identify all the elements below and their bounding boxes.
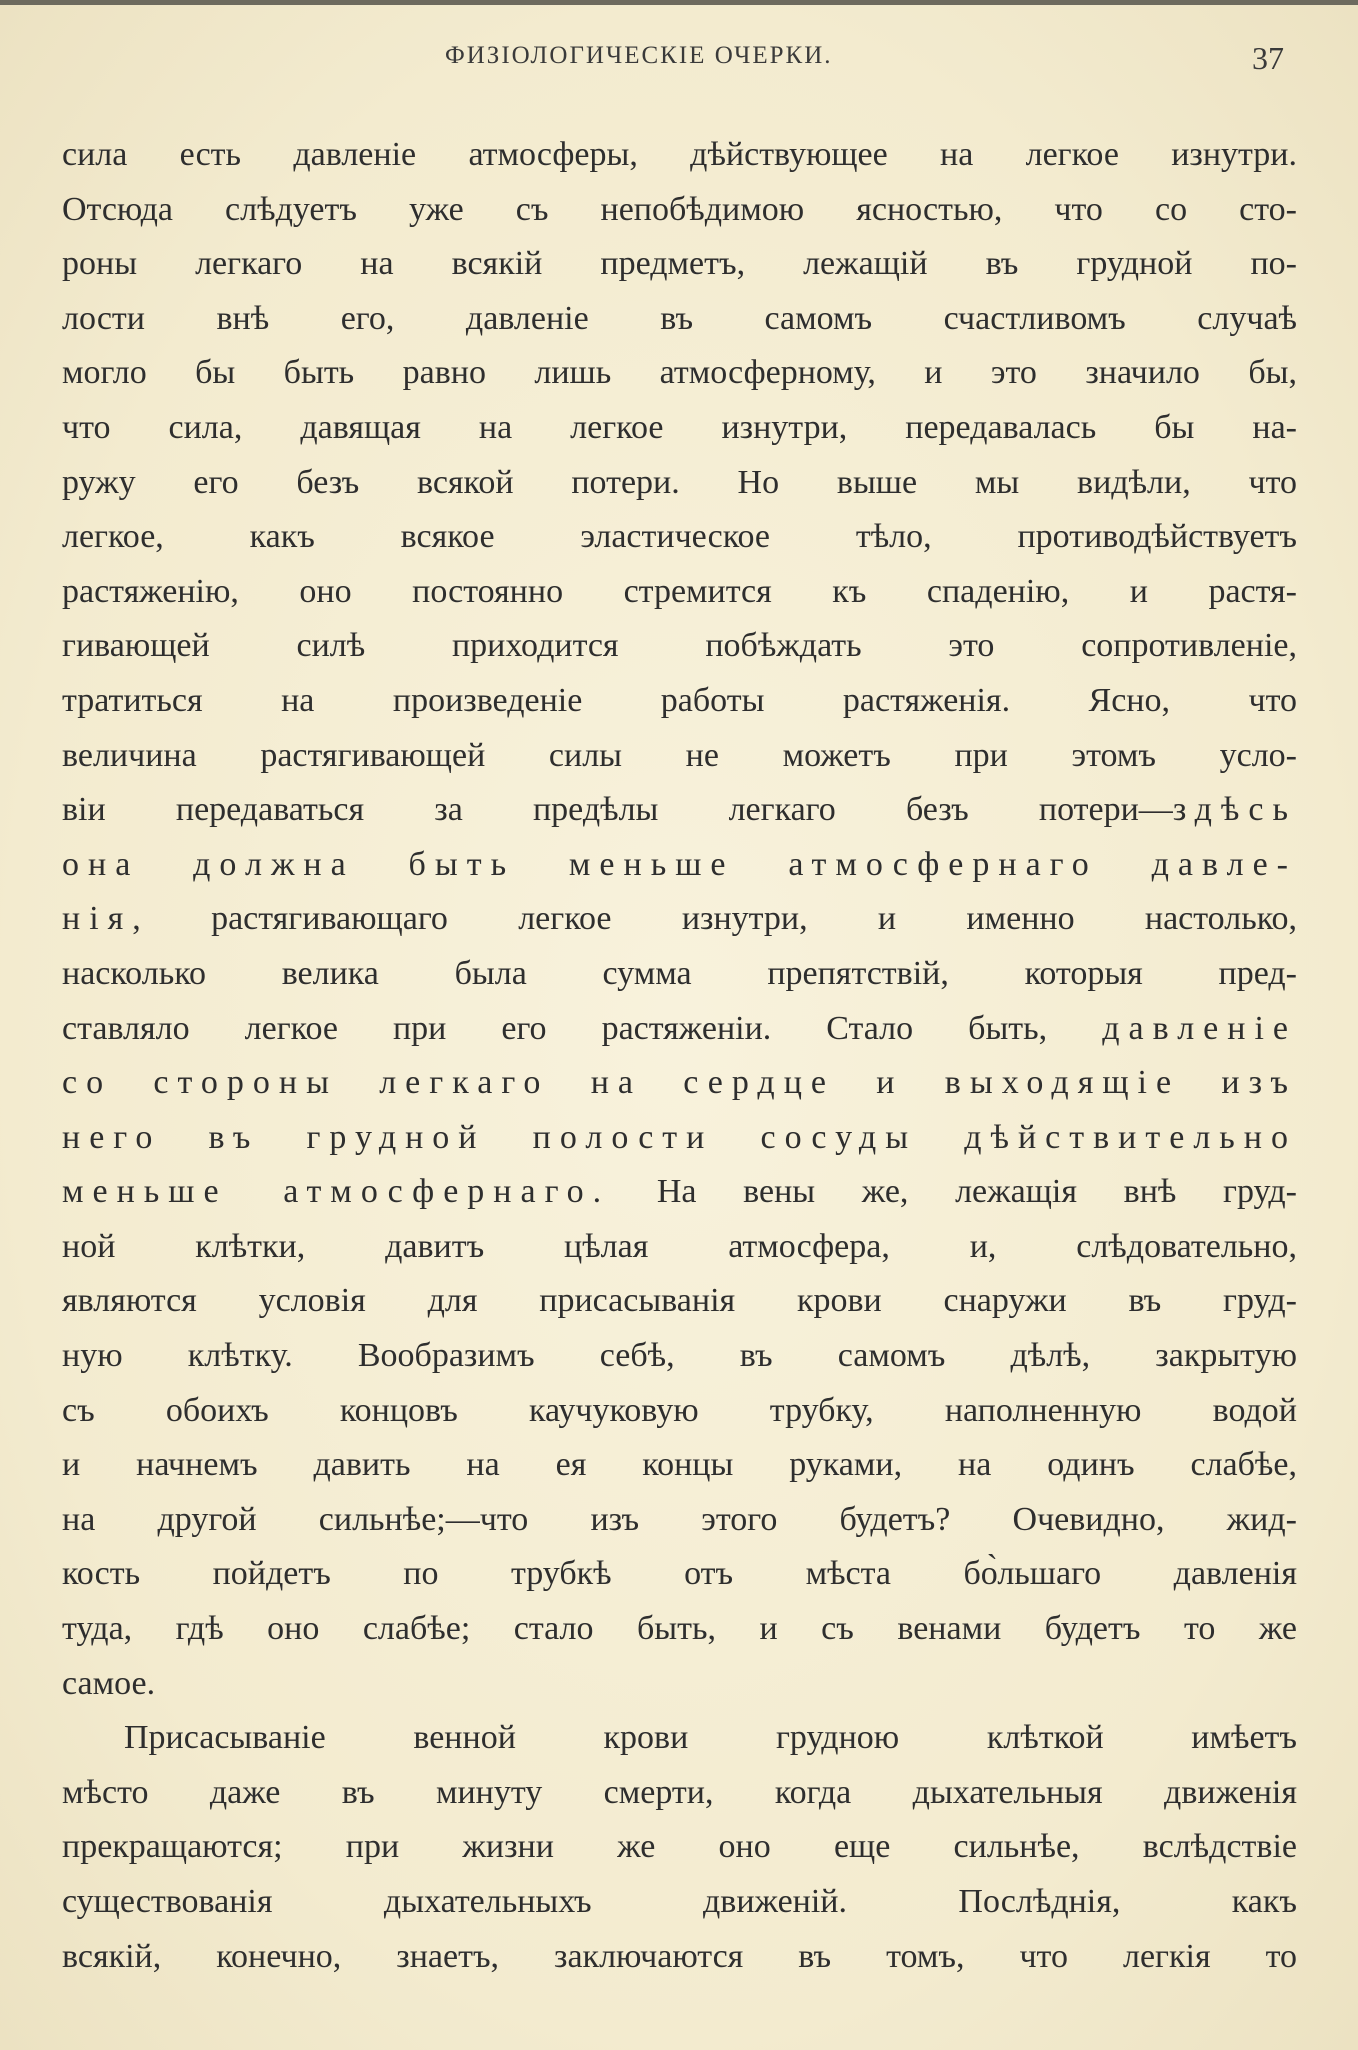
text-line: мѣсто даже въ минуту смерти, когда дыхательныя движенія bbox=[62, 1773, 1297, 1811]
text-line: туда, гдѣ оно слабѣе; стало быть, и съ венами будетъ то же bbox=[62, 1610, 1297, 1648]
text-line: могло бы быть равно лишь атмосферному, и это значило бы, bbox=[62, 354, 1297, 392]
text-line: величина растягивающей силы не можетъ при этомъ усло- bbox=[62, 736, 1297, 774]
text-line: легкое, какъ всякое эластическое тѣло, противодѣйствуетъ bbox=[62, 518, 1297, 556]
text-line: лости внѣ его, давленіе въ самомъ счастливомъ случаѣ bbox=[62, 299, 1297, 337]
text-line: растяженію, оно постоянно стремится къ спаденію, и растя- bbox=[62, 572, 1297, 610]
text-line: самое. bbox=[62, 1664, 156, 1702]
text-line: роны легкаго на всякій предметъ, лежащій въ грудной по- bbox=[62, 245, 1297, 283]
text-line: всякій, конечно, знаетъ, заключаются въ томъ, что легкія то bbox=[62, 1937, 1297, 1975]
text-line: существованія дыхательныхъ движеній. Послѣднія, какъ bbox=[62, 1883, 1297, 1920]
emphasized-text: нія bbox=[62, 900, 133, 938]
top-rule bbox=[0, 0, 1358, 5]
text-line: ружу его безъ всякой потери. Но выше мы видѣли, что bbox=[62, 463, 1297, 501]
page-number: 37 bbox=[1252, 40, 1284, 76]
text-segment: ставляло легкое при его растяженіи. Стало быть, bbox=[62, 1009, 1048, 1047]
text-line: ную клѣтку. Вообразимъ себѣ, въ самомъ дѣлѣ, закрытую bbox=[62, 1337, 1297, 1375]
text-line: съ обоихъ концовъ каучуковую трубку, наполненную водой bbox=[62, 1391, 1297, 1429]
text-segment: , растягивающаго легкое изнутри, и именно настолько, bbox=[132, 900, 1297, 938]
text-line: сила есть давленіе атмосферы, дѣйствующее на легкое изнутри. bbox=[62, 136, 1297, 173]
text-line: и начнемъ давить на ея концы руками, на одинъ слабѣе, bbox=[62, 1446, 1297, 1484]
running-title: ФИЗІОЛОГИЧЕСКІЕ ОЧЕРКИ. bbox=[445, 42, 833, 69]
text-line: прекращаются; при жизни же оно еще сильнѣе, вслѣдствіе bbox=[62, 1828, 1297, 1866]
emphasized-line: со стороны легкаго на сердце и выходящіе изъ bbox=[62, 1064, 1297, 1102]
text-line bbox=[62, 892, 1297, 947]
emphasized-line: него въ грудной полости сосуды дѣйствительно bbox=[62, 1118, 1297, 1156]
text-line: тратиться на произведеніе работы растяженія. Ясно, что bbox=[62, 681, 1297, 719]
text-line: насколько велика была сумма препятствій, которыя пред- bbox=[62, 954, 1297, 992]
emphasized-line: она должна быть меньше атмосфернаго давле- bbox=[62, 845, 1297, 883]
running-head bbox=[0, 40, 1358, 80]
text-line: гивающей силѣ приходится побѣждать это сопротивленіе, bbox=[62, 627, 1297, 665]
text-line bbox=[62, 1165, 1297, 1220]
body-text bbox=[62, 128, 1297, 1984]
text-line: Отсюда слѣдуетъ уже съ непобѣдимою ясностью, что со сто- bbox=[62, 190, 1297, 228]
emphasized-text: меньше атмосфернаго. bbox=[62, 1173, 611, 1211]
text-line: что сила, давящая на легкое изнутри, передавалась бы на- bbox=[62, 408, 1297, 446]
text-line: кость пойдетъ по трубкѣ отъ мѣста бо̀льшаго давленія bbox=[62, 1555, 1297, 1593]
text-line: являются условія для присасыванія крови снаружи въ груд- bbox=[62, 1282, 1297, 1320]
emphasized-text: здѣсь bbox=[1172, 791, 1297, 829]
text-segment: віи передаваться за предѣлы легкаго безъ потери— bbox=[62, 791, 1173, 829]
text-line bbox=[62, 1002, 1297, 1057]
text-line: на другой сильнѣе;—что изъ этого будетъ? Очевидно, жид- bbox=[62, 1500, 1297, 1538]
text-line: Присасываніе венной крови грудною клѣткой имѣетъ bbox=[124, 1719, 1297, 1757]
text-line: ной клѣтки, давитъ цѣлая атмосфера, и, слѣдовательно, bbox=[62, 1227, 1297, 1265]
text-segment: На вены же, лежащія внѣ груд- bbox=[610, 1173, 1297, 1211]
emphasized-text: давленіе bbox=[1102, 1009, 1297, 1047]
text-line bbox=[62, 783, 1297, 838]
